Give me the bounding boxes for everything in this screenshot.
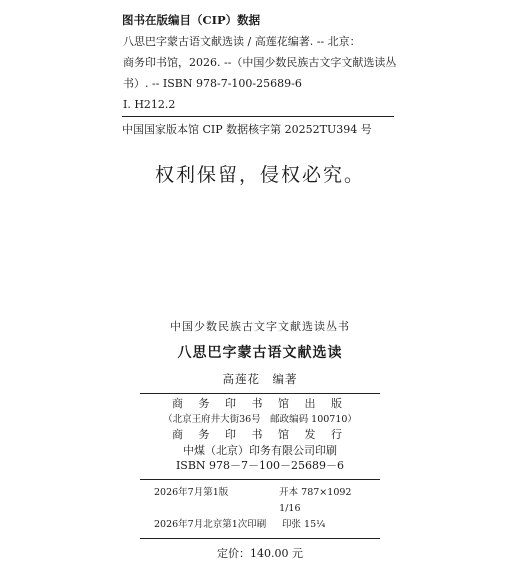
colophon-divider-middle [140,479,380,480]
printing-date: 2026年7月北京第1次印刷 [154,518,267,530]
rights-notice: 权利保留，侵权必究。 [154,164,365,186]
sheet-count: 印张 15¼ [282,518,326,530]
cip-body [122,31,396,115]
author-line: 高莲花 编著 [222,372,298,386]
distributor-line: 商 务 印 书 馆 发 行 [172,428,348,441]
cip-line: 八思巴字蒙古语文献选读 / 高莲花编著. -- 北京： [123,35,361,48]
book-title: 八思巴字蒙古语文献选读 [177,345,343,361]
colophon-divider-bottom [140,538,380,539]
edition-row [140,485,380,517]
colophon-divider-top [140,393,380,394]
publisher-line: 商 务 印 书 馆 出 版 [172,397,348,410]
printing-row [140,517,380,533]
publishing-info [0,396,520,474]
cip-data-block [122,10,396,140]
edition-info [140,485,380,533]
printer-line: 中煤（北京）印务有限公司印刷 [183,443,337,457]
series-name: 中国少数民族古文字文献选读丛书 [170,320,350,333]
price-line: 定价：140.00 元 [217,546,303,560]
page-format: 开本 787×1092 1/16 [279,486,361,514]
colophon [0,318,520,561]
cip-record-number: 中国国家版本馆 CIP 数据核字第 20252TU394 号 [122,123,372,136]
edition-date: 2026年7月第1版 [154,486,229,498]
cip-heading: 图书在版编目（CIP）数据 [122,13,261,27]
publisher-address: （北京王府井大街36号 邮政编码 100710） [163,413,357,425]
cip-classification: I. H212.2 [123,98,176,111]
isbn-line: ISBN 978－7－100－25689－6 [175,459,345,472]
cip-line: 商务印书馆，2026. --（中国少数民族古文字文献选读丛 [123,56,397,69]
cip-line: 书）. -- ISBN 978-7-100-25689-6 [123,77,302,90]
cip-divider [122,116,394,117]
